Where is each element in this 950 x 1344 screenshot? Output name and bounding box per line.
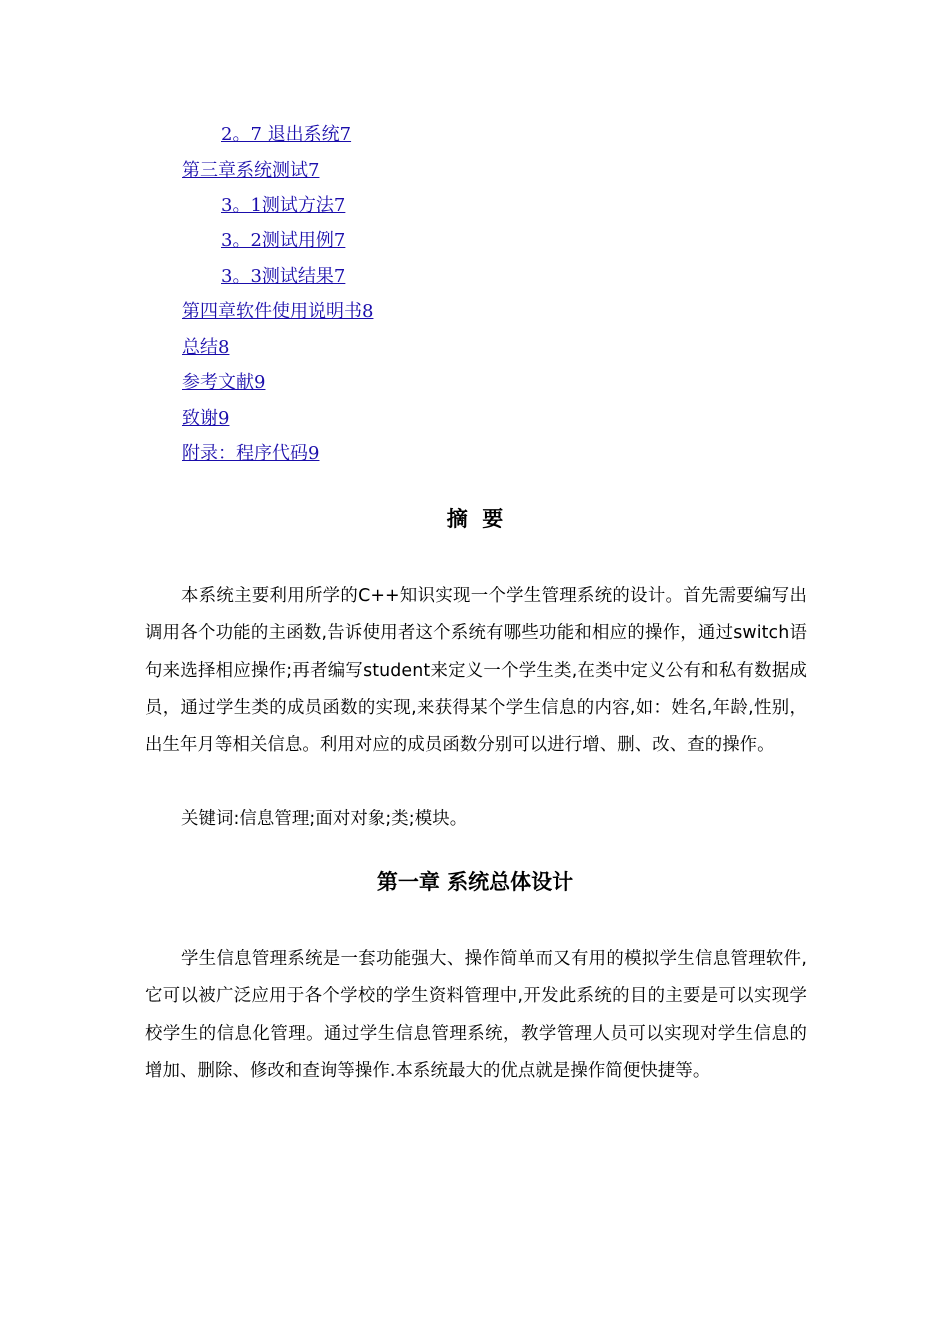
toc-link-3-3[interactable]: 3。3测试结果7 xyxy=(221,266,346,287)
chapter-1-heading: 第一章 系统总体设计 xyxy=(376,870,574,894)
abstract-heading: 摘 要 xyxy=(446,507,504,531)
keywords-line: 关键词:信息管理;面对对象;类;模块。 xyxy=(181,809,468,829)
toc-link-chapter-3[interactable]: 第三章系统测试7 xyxy=(182,160,320,181)
toc-link-appendix[interactable]: 附录：程序代码9 xyxy=(182,443,320,464)
chapter-1-paragraph: 学生信息管理系统是一套功能强大、操作简单而又有用的模拟学生信息管理软件,它可以被广泛应用于各个学校的学生资料管理中,开发此系统的目的主要是可以实现学校学生的信息化管理。通过学生信息管理系统，教学管理人员可以实现对学生信息的增加、删除、修改和查询等操作.本系统最大的优点就是操作简便快捷等。 xyxy=(145,949,807,1081)
toc-link-acknowledgements[interactable]: 致谢9 xyxy=(182,408,230,429)
toc-link-3-1[interactable]: 3。1测试方法7 xyxy=(221,195,346,216)
toc-link-3-2[interactable]: 3。2测试用例7 xyxy=(221,230,346,251)
abstract-paragraph: 本系统主要利用所学的C++知识实现一个学生管理系统的设计。首先需要编写出调用各个功能的主函数,告诉使用者这个系统有哪些功能和相应的操作，通过switch语句来选择相应操作;再者编写student来定义一个学生类,在类中定义公有和私有数据成员，通过学生类的成员函数的实现,来获得某个学生信息的内容,如：姓名,年龄,性别，出生年月等相关信息。利用对应的成员函数分别可以进行增、删、改、查的操作。 xyxy=(145,586,807,756)
toc-link-2-7[interactable]: 2。7 退出系统7 xyxy=(221,124,352,145)
toc-link-summary[interactable]: 总结8 xyxy=(182,337,230,358)
toc-link-chapter-4[interactable]: 第四章软件使用说明书8 xyxy=(182,301,374,322)
toc-link-references[interactable]: 参考文献9 xyxy=(182,372,266,393)
